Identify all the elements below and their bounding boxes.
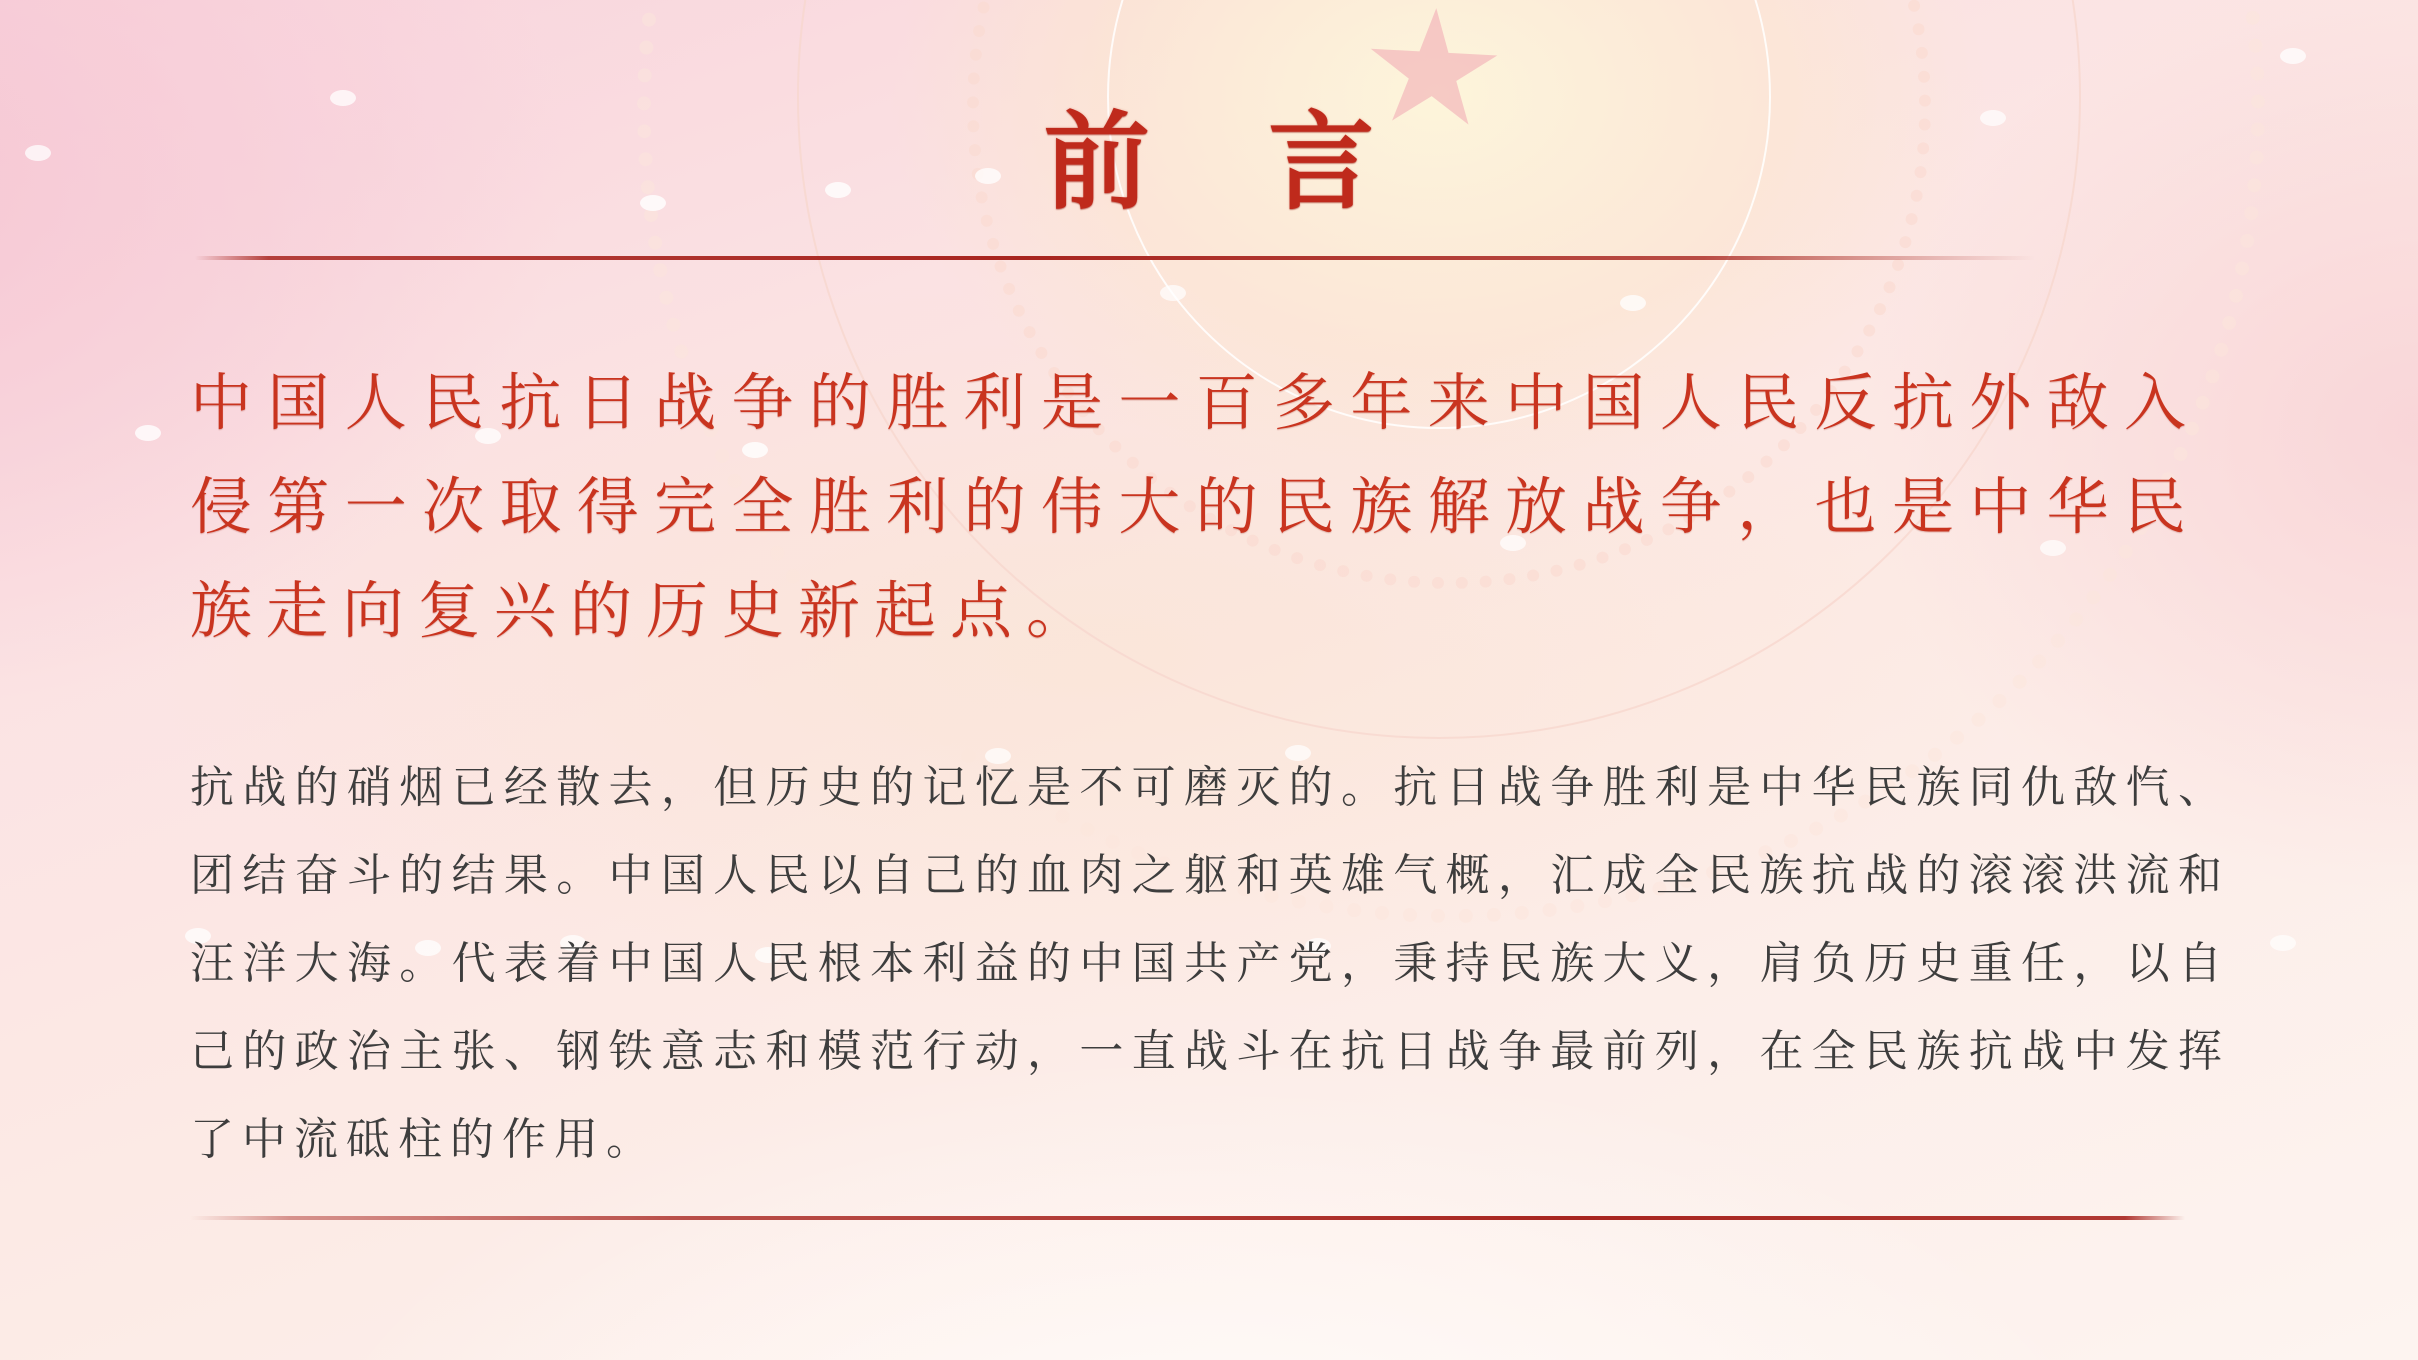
- bottom-divider-line: [190, 1216, 2185, 1220]
- top-divider-line: [195, 256, 2035, 260]
- page-title: 前 言: [1043, 105, 1421, 222]
- lead-paragraph: 中国人民抗日战争的胜利是一百多年来中国人民反抗外敌入侵第一次取得完全胜利的伟大的民族解放战争，也是中华民族走向复兴的历史新起点。: [190, 370, 2200, 646]
- body-paragraph: 抗战的硝烟已经散去，但历史的记忆是不可磨灭的。抗日战争胜利是中华民族同仇敌忾、团结奋斗的结果。中国人民以自己的血肉之躯和英雄气概，汇成全民族抗战的滚滚洪流和汪洋大海。代表着中国人民根本利益的中国共产党，秉持民族大义，肩负历史重任，以自己的政治主张、钢铁意志和模范行动，一直战斗在抗日战争最前列，在全民族抗战中发挥了中流砥柱的作用。: [190, 763, 2230, 1164]
